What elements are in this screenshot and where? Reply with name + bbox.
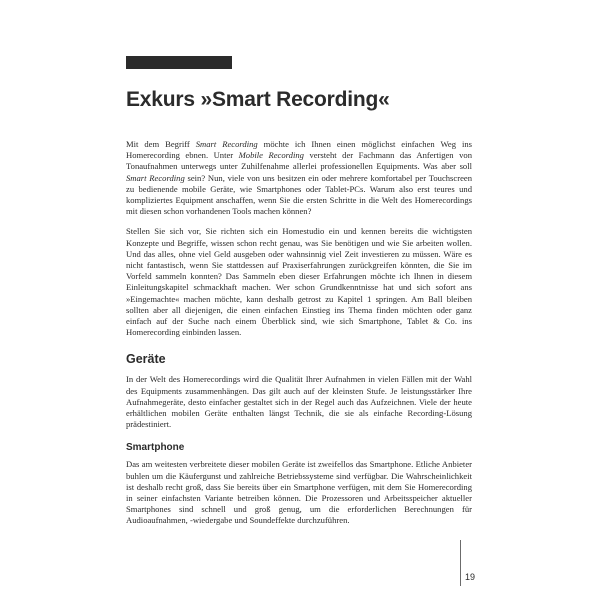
chapter-marker-bar bbox=[126, 56, 232, 69]
page-number-rule bbox=[460, 540, 461, 586]
page-number: 19 bbox=[465, 572, 476, 582]
intro-paragraph-1: Mit dem Begriff Smart Recording möchte ich Ihnen einen möglichst einfachen Weg ins Homerecording ebnen. Unter Mobile Recording versteht der Fachmann das Anfertigen von Tonaufnahmen unterwegs unter Zuhilfenahme allerlei professionellen Equipments. Was aber soll Smart Recording sein? Nun, viele von uns besitzen ein oder mehrere komfortabel per Touchscreen zu bedienende mobile Geräte, wie Smartphones oder Tablet-PCs. Warum also erst teures und kompliziertes Equipment anschaffen, wenn Sie die ersten Schritte in die Welt des Homerecordings mit diesen schon vorhandenen Tools machen können? bbox=[126, 139, 472, 217]
smartphone-paragraph: Das am weitesten verbreitete dieser mobilen Geräte ist zweifellos das Smartphone. Etliche Anbieter buhlen um die Käufergunst und zahlreiche Betriebssysteme sind verfügbar. Die Wahrscheinlichkeit ist deshalb recht groß, dass Sie bereits über ein Smartphone verfügen, mit dem Sie Homerecording in seiner einfachsten Variante betreiben können. Die Prozessoren und Arbeitsspeicher aktueller Smartphones sind schnell und groß genug, um die erforderlichen Berechnungen für Audioaufnahmen, -wiedergabe und Soundeffekte durchzuführen. bbox=[126, 459, 472, 526]
geraete-paragraph: In der Welt des Homerecordings wird die Qualität Ihrer Aufnahmen in vielen Fällen mit der Wahl des Equipments zusammenhängen. Das gilt auch auf der kleinsten Stufe. Je leistungsstärker Ihre Aufnahmegeräte, desto einfacher gestaltet sich in der Regel auch das Aufzeichnen. Viele der heute erhältlichen mobilen Geräte enthalten längst Technik, die sie als einfache Recording-Lösung prädestiniert. bbox=[126, 374, 472, 430]
subheading-smartphone: Smartphone bbox=[126, 442, 185, 454]
section-heading-geraete: Geräte bbox=[126, 352, 166, 367]
intro-paragraph-2: Stellen Sie sich vor, Sie richten sich ein Homestudio ein und kennen bereits die wichtigsten Konzepte und Begriffe, wissen schon recht genau, was Sie benötigen und wie Sie arbeiten wollen. Und das alles, ohne viel Geld ausgeben oder wahnsinnig viel Zeit investieren zu müssen. Wäre es nicht fantastisch, wenn Sie stattdessen auf Praxiserfahrungen zurückgreifen könnten, die Sie im Vorfeld sammeln konnten? Das Sammeln eben dieser Erfahrungen möchte ich Ihnen in diesem Einleitungskapitel schmackhaft machen. Wer schon Grundkenntnisse hat und sich sofort ans »Eingemachte« machen möchte, kann deshalb getrost zu Kapitel 1 springen. Am Ball bleiben sollten aber all diejenigen, die einen einfachen Einstieg ins Thema finden möchten oder ganz einfach auf der Suche nach einem Überblick sind, wie sich Smartphone, Tablet & Co. ins Homerecording einbinden lassen. bbox=[126, 226, 472, 338]
body-text bbox=[126, 139, 472, 536]
chapter-title: Exkurs »Smart Recording« bbox=[126, 88, 390, 111]
